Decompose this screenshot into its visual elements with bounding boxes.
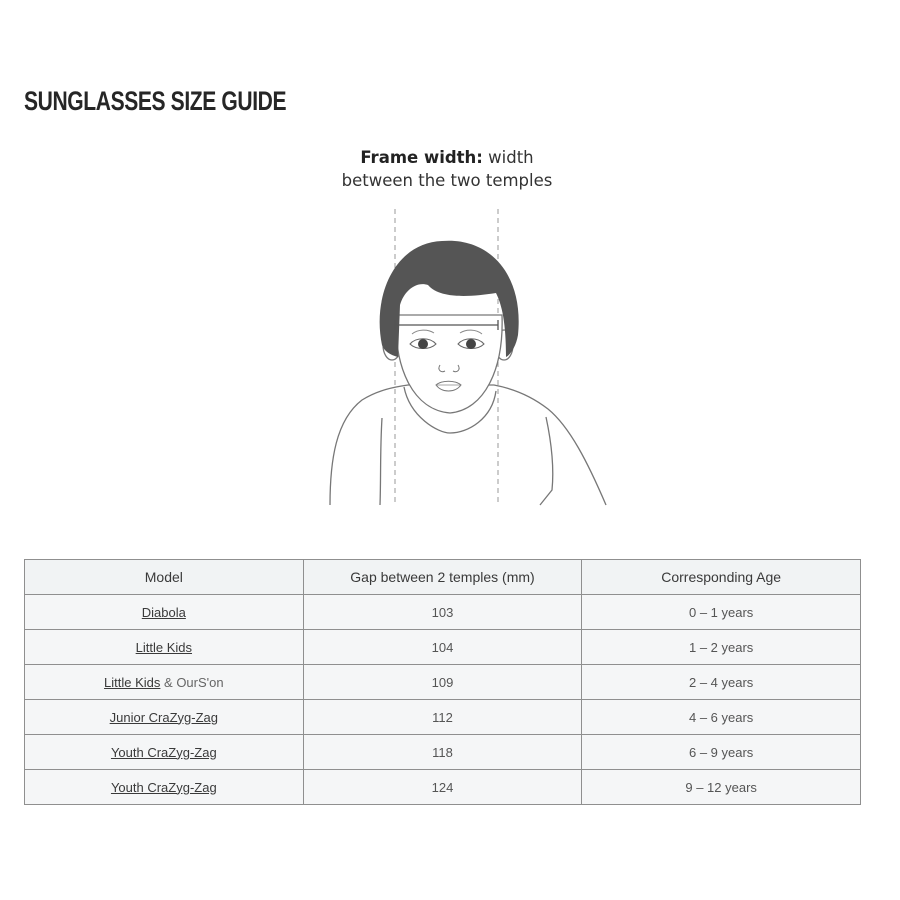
model-link[interactable]: Little Kids <box>104 674 161 690</box>
age-cell: 6 – 9 years <box>582 735 861 770</box>
model-cell <box>25 735 304 770</box>
table-row <box>25 735 861 770</box>
shirt-fold-right <box>540 417 553 505</box>
gap-cell: 124 <box>303 770 582 805</box>
frame-width-caption <box>297 146 597 192</box>
age-cell: 9 – 12 years <box>582 770 861 805</box>
model-cell <box>25 595 304 630</box>
header-age: Corresponding Age <box>582 560 861 595</box>
header-gap: Gap between 2 temples (mm) <box>303 560 582 595</box>
gap-cell: 118 <box>303 735 582 770</box>
gap-cell: 104 <box>303 630 582 665</box>
age-cell: 2 – 4 years <box>582 665 861 700</box>
table-row <box>25 630 861 665</box>
size-guide-table <box>24 559 861 805</box>
model-link[interactable]: Little Kids <box>135 639 193 655</box>
table-row <box>25 770 861 805</box>
model-link[interactable]: Diabola <box>141 604 186 620</box>
model-link[interactable]: Youth CraZyg-Zag <box>110 779 217 795</box>
shirt-fold-left <box>380 418 382 505</box>
model-cell <box>25 630 304 665</box>
caption-rest: width <box>482 148 534 167</box>
age-cell: 0 – 1 years <box>582 595 861 630</box>
model-extra: & OurS'on <box>160 674 224 690</box>
age-cell: 1 – 2 years <box>582 630 861 665</box>
gap-cell: 109 <box>303 665 582 700</box>
caption-line-2: between the two temples <box>341 171 553 190</box>
model-cell <box>25 700 304 735</box>
model-cell <box>25 665 304 700</box>
age-cell: 4 – 6 years <box>582 700 861 735</box>
child-face-measurement-icon <box>320 205 620 515</box>
table-row <box>25 700 861 735</box>
gap-cell: 112 <box>303 700 582 735</box>
table-row <box>25 665 861 700</box>
model-link[interactable]: Youth CraZyg-Zag <box>110 744 217 760</box>
caption-bold: Frame width: <box>360 148 483 167</box>
face-outline <box>396 315 502 413</box>
page-title: SUNGLASSES SIZE GUIDE <box>24 86 287 116</box>
model-cell <box>25 770 304 805</box>
header-model: Model <box>25 560 304 595</box>
table-header-row <box>25 560 861 595</box>
table-row <box>25 595 861 630</box>
caption-line-1 <box>297 146 597 169</box>
gap-cell: 103 <box>303 595 582 630</box>
model-link[interactable]: Junior CraZyg-Zag <box>109 709 219 725</box>
